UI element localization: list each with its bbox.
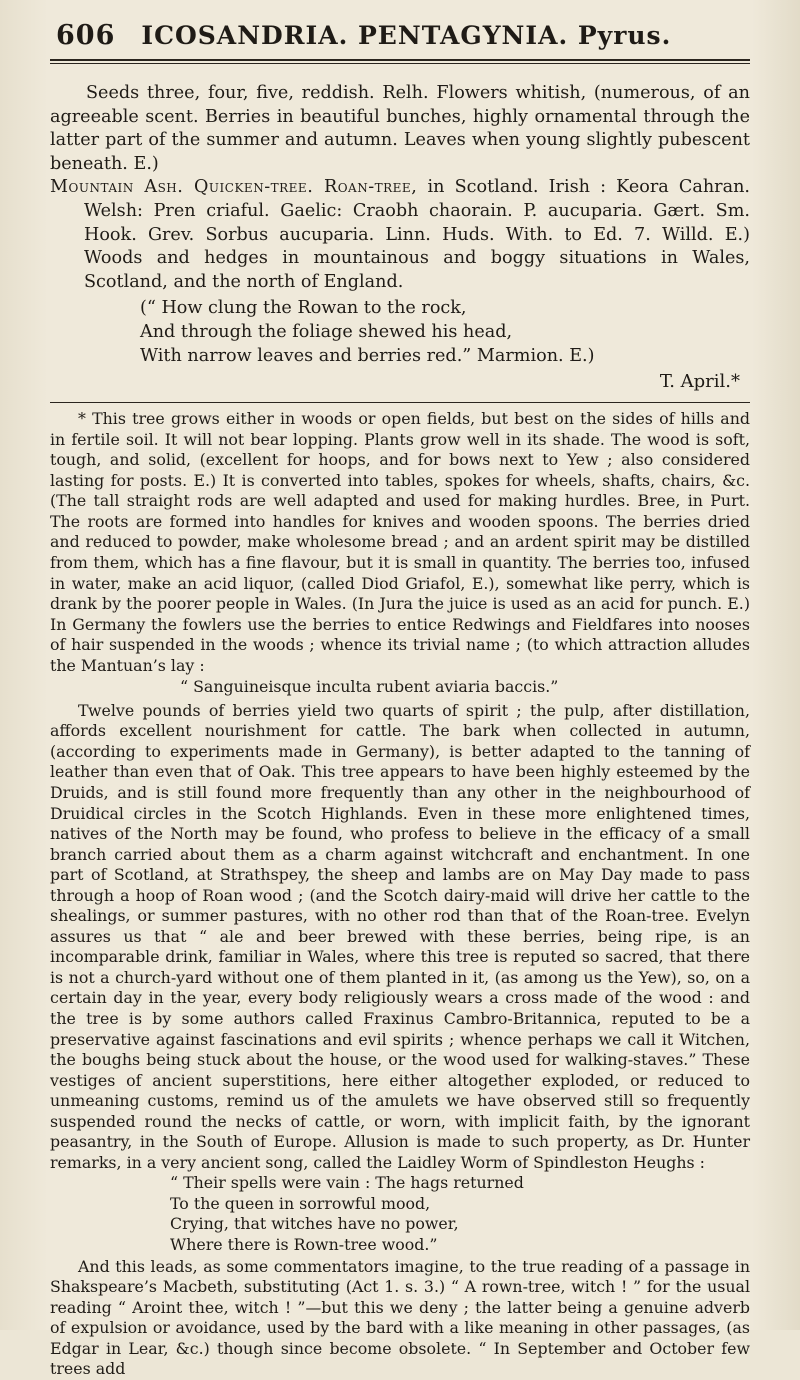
verse-line: (“ How clung the Rowan to the rock, — [140, 298, 467, 319]
footnote-rule — [50, 402, 750, 403]
common-names: Mountain Ash. Quicken-tree. Roan-tree, — [50, 177, 418, 198]
verse-line: Crying, that witches have no power, — [170, 1214, 459, 1234]
footnote — [50, 409, 750, 1380]
verse-line: Where there is Rown-tree wood.” — [170, 1235, 438, 1254]
names-text: in Scotland. Irish : Keora Cahran. Welsh: Pren criaful. Gaelic: Craobh chaorain. P. aucuparia. Gært. Sm. Hook. Grev. Sorbus aucuparia. Linn. Huds. With. to Ed. 7. Willd. E.) Woods and hedges in mountainous and boggy situations in Wales, Scotland, and the north of England. — [84, 177, 751, 292]
latin-quote: “ Sanguineisque inculta rubent aviaria baccis.” — [180, 677, 559, 697]
flowering-signature: T. April.* — [659, 371, 740, 393]
verse-line: And through the foliage shewed his head, — [140, 321, 513, 342]
running-title: ICOSANDRIA. PENTAGYNIA. Pyrus. — [141, 21, 672, 50]
verse-line: With narrow leaves and berries red.” Marmion. E.) — [140, 345, 595, 366]
header-rule — [50, 59, 750, 61]
description-paragraph: Seeds three, four, five, reddish. Relh. Flowers whitish, (numerous, of an agreeable scent. Berries in beautiful bunches, highly ornamental through the latter part of the summer and autumn. Leaves when young slightly pubescent beneath. E.) — [50, 83, 750, 174]
verse-line: “ Their spells were vain : The hags returned — [170, 1173, 524, 1193]
footnote-paragraph: * This tree grows either in woods or open fields, but best on the sides of hills and in fertile soil. It will not bear lopping. Plants grow well in its shade. The wood is soft, tough, and solid, (excellent for hoops, and for bows next to Yew ; also considered lasting for posts. E.) It is converted into tables, spokes for wheels, shafts, chairs, &c. (The tall straight rods are well adapted and used for making hurdles. Bree, in Purt. The roots are formed into handles for knives and wooden spoons. The berries dried and reduced to powder, make wholesome bread ; and an ardent spirit may be distilled from them, which has a fine flavour, but it is small in quantity. The berries too, infused in water, make an acid liquor, (called Diod Griafol, E.), somewhat like perry, which is drank by the poorer people in Wales. (In Jura the juice is used as an acid for punch. E.) In Germany the fowlers use the berries to entice Redwings and Fieldfares into nooses of hair suspended in the woods ; whence its trivial name ; (to which attraction alludes the Mantuan’s lay : — [50, 409, 750, 675]
footnote-paragraph: And this leads, as some commentators imagine, to the true reading of a passage in Shakspeare’s Macbeth, substituting (Act 1. s. 3.) “ A rown-tree, witch ! ” for the usual reading “ Aroint thee, witch ! ”—but this we deny ; the latter being a genuine adverb of expulsion or avoidance, used by the bard with a like meaning in other passages, (as Edgar in Lear, &c.) though since become obsolete. “ In September and October few trees add — [50, 1256, 750, 1379]
names-paragraph — [50, 176, 750, 294]
header-rule-thin — [50, 63, 750, 64]
footnote-paragraph: Twelve pounds of berries yield two quarts of spirit ; the pulp, after distillation, affords excellent nourishment for cattle. The bark when collected in autumn, (according to experiments made in Germany), is better adapted to the tanning of leather than even that of Oak. This tree appears to have been highly esteemed by the Druids, and is still found more frequently than any other in the neighbourhood of Druidical circles in the Scotch Highlands. Even in these more enlightened times, natives of the North may be found, who profess to believe in the efficacy of a small branch carried about them as a charm against witchcraft and enchantment. In one part of Scotland, at Strathspey, the sheep and lambs are on May Day made to pass through a hoop of Roan wood ; (and the Scotch dairy-maid will drive her cattle to the shealings, or summer pastures, with no other rod than that of the Roan-tree. Evelyn assures us that “ ale and beer brewed with these berries, being ripe, is an incomparable drink, familiar in Wales, where this tree is reputed so sacred, that there is not a church-yard without one of them planted in it, (as among us the Yew), so, on a certain day in the year, every body religiously wears a cross made of the wood : and the tree is by some authors called Fraxinus Cambro-Britannica, reputed to be a preservative against fascinations and evil spirits ; whence perhaps we call it Witchen, the boughs being stuck about the house, or the wood used for walking-staves.” These vestiges of ancient superstitions, here either altogether exploded, or reduced to unmeaning customs, remind us of the amulets we have observed still so frequently suspended round the necks of cattle, or worn, with implicit faith, by the ignorant peasantry, in the South of Europe. Allusion is made to such property, as Dr. Hunter remarks, in a very ancient song, called the Laidley Worm of Spindleston Heughs : — [50, 700, 750, 1172]
ballad-verse — [170, 1173, 750, 1255]
verse-line: To the queen in sorrowful mood, — [170, 1193, 431, 1213]
running-head — [56, 20, 750, 51]
page-number: 606 — [56, 20, 116, 51]
marmion-verse — [140, 297, 750, 368]
main-text — [50, 82, 750, 394]
